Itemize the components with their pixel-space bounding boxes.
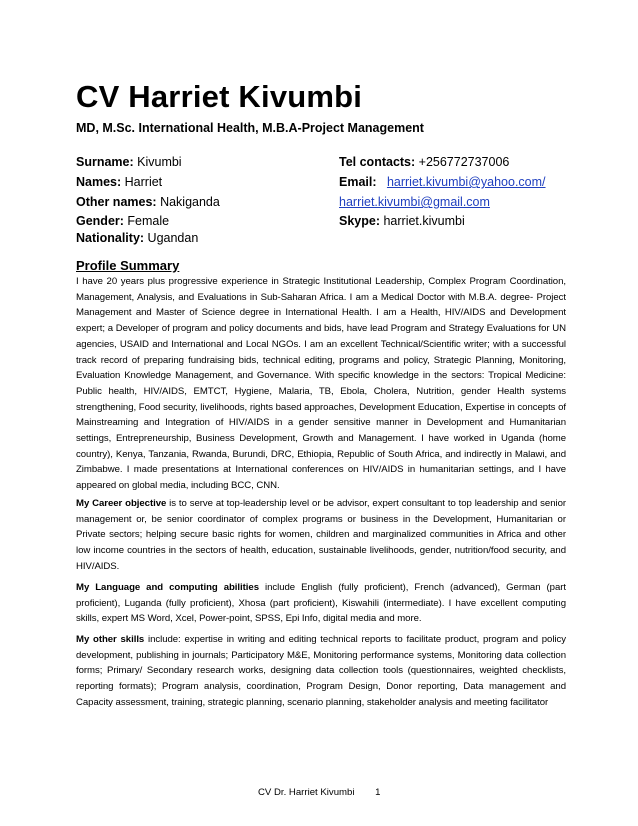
- gender-label: Gender:: [76, 214, 124, 228]
- career-objective-label: My Career objective: [76, 498, 167, 509]
- gender-value: Female: [123, 214, 170, 228]
- gender-line: [76, 214, 169, 228]
- page-footer: [258, 787, 381, 798]
- language-abilities-label: My Language and computing abilities: [76, 582, 259, 593]
- career-objective-text: is to serve at top-leadership level or be advisor, expert consultant to top leadership and senior management or, be senior coordinator of complex programs or business in the Development, Humanitarian or Private sectors; helping secure basic rights for women, children and marginalized communities in Africa and other low income countries in the sectors of health, education, sustainable livelihoods, gender, nutrition/food security, and HIV/AIDS.: [76, 498, 566, 572]
- career-objective-paragraph: [76, 496, 566, 575]
- language-abilities-text: include English (fully proficient), French (advanced), German (part proficient), Luganda (fully proficient), Xhosa (part proficient), Kiswahili (intermediate). I have excellent computing skills, expert MS Word, Xcel, Power-point, SPSS, Epi Info, digital media and more.: [76, 582, 566, 625]
- skype-line: [339, 214, 465, 228]
- skype-label: Skype:: [339, 214, 380, 228]
- email-label: Email:: [339, 175, 377, 189]
- other-skills-label: My other skills: [76, 634, 145, 645]
- email-link-gmail[interactable]: harriet.kivumbi@gmail.com: [339, 195, 490, 209]
- nationality-label: Nationality:: [76, 231, 145, 245]
- nationality-line: [76, 231, 198, 245]
- footer-text: CV Dr. Harriet Kivumbi: [258, 787, 355, 798]
- page-number: 1: [375, 787, 381, 798]
- surname-line: [76, 155, 182, 169]
- qualifications-subtitle: MD, M.Sc. International Health, M.B.A-Project Management: [76, 121, 424, 135]
- tel-value: +256772737006: [415, 155, 510, 169]
- tel-label: Tel contacts:: [339, 155, 416, 169]
- names-label: Names:: [76, 175, 122, 189]
- skype-value: harriet.kivumbi: [380, 214, 465, 228]
- email-line: [339, 175, 546, 189]
- surname-label: Surname:: [76, 155, 134, 169]
- profile-summary-paragraph: I have 20 years plus progressive experience in Strategic Institutional Leadership, Complex Program Coordination, Management, Analysis, and Evaluations in Sub-Saharan Africa. I am a Medical Doctor with M.B.A. degree- Project Management and Master of Science degree in International Health. I am a Health, HIV/AIDS and Development expert; a Developer of program and policy documents and bids, have lead Program and Strategy Evaluations for UN agencies, USAID and International and Local NGOs. I am an excellent Technical/Scientific writer; with a successful track record of preparing fundraising bids, technical editing, programs and policy, Strategic Planning, Monitoring, Evaluation Knowledge Management, and Governance. With specific knowledge in the sectors: Tropical Medicine: Public health, HIV/AIDS, EMTCT, Hygiene, Malaria, TB, Ebola, Cholera, Nutrition, gender Health systems strengthening, Food security, livelihoods, rights based approaches, Development Education, Expertise in concepts of Mainstreaming and Integration of HIV/AIDS in a gender sensitive manner in Development and Humanitarian settings, Entrepreneurship, Business Development, Growth and Management. I have worked in Uganda (home country), Kenya, Tanzania, Rwanda, Burundi, DRC, Ethiopia, Republic of South Africa, and indirectly in Malawi, and Zimbabwe. I made presentations at International conferences on HIV/AIDS in humanitarian settings, and I have appeared on global media, including BCC, CNN.: [76, 276, 566, 492]
- profile-summary-heading: Profile Summary: [76, 258, 180, 273]
- email-line-2: [339, 195, 490, 209]
- other-skills-text: include: expertise in writing and editing technical reports to facilitate product, program and policy development, publishing in journals; Participatory M&E, Monitoring performance systems, Monitoring data collection forms; Primary/ Secondary research works, designing data collection tools (questionnaires, weighted checklists, reporting formats); Program analysis, coordination, Program Design, Donor reporting, Data management and Capacity assessment, training, strategic planning, scenario planning, stakeholder analysis and meeting facilitator: [76, 634, 566, 708]
- other-skills-paragraph: [76, 632, 566, 711]
- other-names-line: [76, 195, 220, 209]
- nationality-value: Ugandan: [144, 231, 199, 245]
- language-abilities-paragraph: [76, 580, 566, 627]
- names-value: Harriet: [121, 175, 163, 189]
- surname-value: Kivumbi: [133, 155, 182, 169]
- other-names-label: Other names:: [76, 195, 157, 209]
- tel-line: [339, 155, 509, 169]
- other-names-value: Nakiganda: [156, 195, 220, 209]
- email-link-yahoo[interactable]: harriet.kivumbi@yahoo.com/: [386, 175, 546, 189]
- names-line: [76, 175, 162, 189]
- page-title: CV Harriet Kivumbi: [76, 79, 363, 114]
